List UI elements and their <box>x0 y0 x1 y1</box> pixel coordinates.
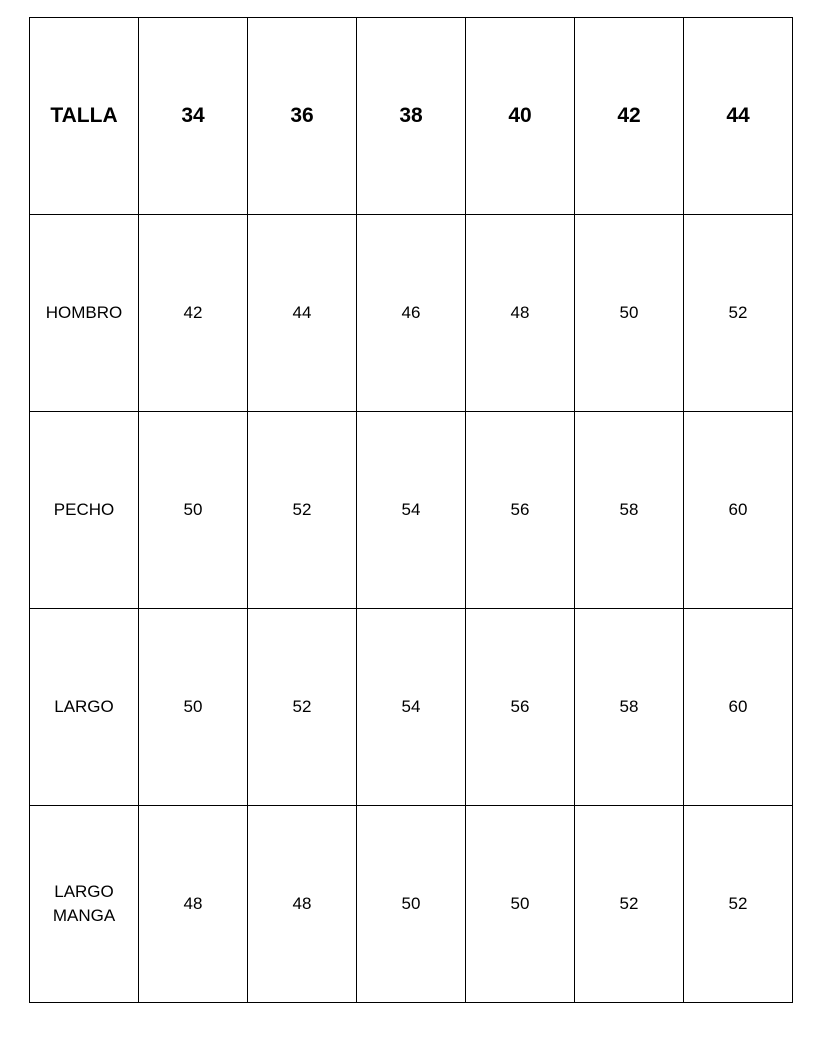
table-row-largo <box>30 609 793 806</box>
size-chart-table <box>29 17 793 1003</box>
value-cell: 50 <box>466 806 575 1003</box>
table-row-pecho <box>30 412 793 609</box>
header-cell-size: 36 <box>248 18 357 215</box>
row-label-cell <box>30 806 139 1003</box>
value-cell: 50 <box>357 806 466 1003</box>
value-cell: 48 <box>139 806 248 1003</box>
row-label-cell <box>30 215 139 412</box>
value-cell: 54 <box>357 609 466 806</box>
value-cell: 52 <box>248 609 357 806</box>
value-cell: 48 <box>248 806 357 1003</box>
value-cell: 50 <box>575 215 684 412</box>
header-cell-size: 38 <box>357 18 466 215</box>
value-cell: 48 <box>466 215 575 412</box>
row-label: PECHO <box>53 500 115 519</box>
header-cell-size: 42 <box>575 18 684 215</box>
row-label: LARGO <box>54 697 114 716</box>
row-label-cell <box>30 609 139 806</box>
value-cell: 52 <box>684 215 793 412</box>
value-cell: 50 <box>139 412 248 609</box>
value-cell: 52 <box>684 806 793 1003</box>
value-cell: 56 <box>466 609 575 806</box>
table-row-largo-manga <box>30 806 793 1003</box>
value-cell: 44 <box>248 215 357 412</box>
header-cell-talla: TALLA <box>30 18 139 215</box>
value-cell: 58 <box>575 412 684 609</box>
value-cell: 60 <box>684 609 793 806</box>
value-cell: 54 <box>357 412 466 609</box>
row-label-line-2: MANGA <box>52 906 116 925</box>
header-row <box>30 18 793 215</box>
value-cell: 52 <box>575 806 684 1003</box>
value-cell: 50 <box>139 609 248 806</box>
value-cell: 56 <box>466 412 575 609</box>
row-label: HOMBRO <box>45 303 123 322</box>
value-cell: 42 <box>139 215 248 412</box>
row-label-line-1: LARGO <box>54 882 114 901</box>
value-cell: 46 <box>357 215 466 412</box>
header-cell-size: 34 <box>139 18 248 215</box>
row-label-cell <box>30 412 139 609</box>
value-cell: 52 <box>248 412 357 609</box>
header-cell-size: 40 <box>466 18 575 215</box>
value-cell: 60 <box>684 412 793 609</box>
header-cell-size: 44 <box>684 18 793 215</box>
table-row-hombro <box>30 215 793 412</box>
value-cell: 58 <box>575 609 684 806</box>
